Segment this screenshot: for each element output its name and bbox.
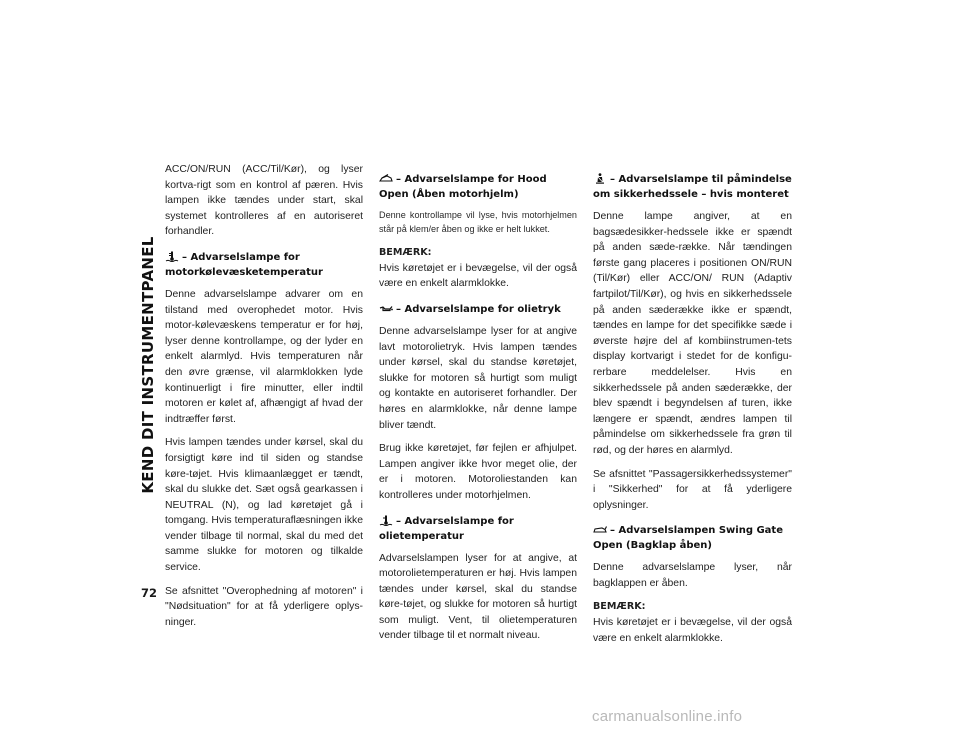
note-label-swing-gate: BEMÆRK:	[593, 601, 646, 613]
heading-oil-temperature	[379, 514, 577, 544]
heading-oil-pressure-text: – Advarselslampe for olietryk	[396, 303, 561, 315]
coolant-paragraph-2: Hvis lampen tændes under kørsel, skal du forsigtigt køre ind til siden og standse køre-tøjet. Hvis klimaanlægget er tændt, skal du slukke det. Sæt også gearkassen i NEUTRAL (N), og lad køretøjet gå i tomgang. Hvis temperaturaflæsningen ikke vender tilbage til normal, skal du med det samme slukke for motoren og tilkalde service.	[165, 437, 363, 574]
heading-hood-text: – Advarselslampe for Hood Open (Åben motorhjelm)	[379, 174, 547, 200]
oil-temperature-icon	[379, 515, 393, 526]
heading-hood-open	[379, 172, 577, 202]
note-label-hood: BEMÆRK:	[379, 247, 432, 259]
heading-swing-gate	[593, 523, 792, 553]
column-1	[165, 162, 363, 638]
heading-oil-temperature-text: – Advarselslampe for olietemperatur	[379, 515, 514, 542]
coolant-paragraph-3: Se afsnittet "Overophedning af motoren" i "Nødsituation" for at få yderligere oplys-ninger.	[165, 585, 363, 628]
column-3	[593, 162, 792, 654]
heading-coolant-temperature	[165, 250, 363, 280]
heading-coolant-text: – Advarselslampe for motorkølevæsketemperatur	[165, 251, 323, 278]
coolant-temperature-icon	[165, 251, 179, 262]
page-number: 72	[141, 586, 158, 600]
swing-gate-open-icon	[593, 524, 607, 535]
heading-oil-pressure	[379, 302, 577, 317]
column-2	[379, 162, 577, 652]
oil-temperature-paragraph: Advarselslampen lyser for at angive, at motorolietemperaturen er høj. Hvis lampen tændes under kørsel, skal du standse køre-tøjet, og slukke for motoren så hurtigt som muligt. Vent, til olietemperaturen vender tilbage til et normalt niveau.	[379, 552, 577, 642]
chapter-title: KEND DIT INSTRUMENTPANEL	[139, 236, 157, 494]
oil-pressure-paragraph-2: Brug ikke køretøjet, før fejlen er afhjulpet. Lampen angiver ikke hvor meget olie, der er i motoren. Motoroliestanden kan kontrolleres under motorhjelmen.	[379, 443, 577, 501]
intro-paragraph: ACC/ON/RUN (ACC/Til/Kør), og lyser kortva-rigt som en kontrol af pæren. Hvis lampen ikke tændes under start, skal systemet kontrolleres af en autoriseret forhandler.	[165, 164, 363, 238]
chapter-side-tab	[138, 172, 158, 558]
seatbelt-paragraph-2: Se afsnittet "Passagersikkerhedssystemer" i "Sikkerhed" for at få yderligere oplysninger.	[593, 468, 792, 511]
note-text-swing-gate: Hvis køretøjet er i bevægelse, vil der også være en enkelt alarmklokke.	[593, 617, 792, 644]
hood-description: Denne kontrollampe vil lyse, hvis motorhjelmen står på klem/er åben og ikke er helt lukket.	[379, 210, 577, 234]
seatbelt-paragraph-1: Denne lampe angiver, at en bagsædesikker-hedssele ikke er spændt på anden sæde-række. Når tændingen første gang placeres i positionen ON/RUN (Til/Kør) eller ACC/ON/ RUN (Adaptiv fartpilot/Til/Kør), og hvis en sikkerhedssele på anden sæderække ikke er spændt, tændes en lampe for det specifikke sæde i øverste højre del af kombiinstrumen-tets display kortvarigt i stedet for de konfigu-rerbare meddelelser. Hvis en sikkerhedssele på anden sæderække, der blev spændt i begyndelsen af turen, ikke længere er spændt, ændres lampen til påmindelse om sikkerhedssele fra grøn til rød, og der høres en alarmlyd.	[593, 211, 792, 456]
note-text-hood: Hvis køretøjet er i bevægelse, vil der også være en enkelt alarmklokke.	[379, 262, 577, 290]
coolant-paragraph-1: Denne advarselslampe advarer om en tilstand med overophedet motor. Hvis motor-kølevæskens temperatur er for høj, lyser denne kontrollampe, og der lyder en enkelt alarmlyd. Hvis temperaturen når den øvre grænse, vil alarmklokken lyde kontinuerligt i fire minutter, eller indtil motoren er kølet af, afhængigt af hvad der indtræffer først.	[165, 288, 363, 425]
oil-pressure-icon	[379, 303, 393, 314]
oil-pressure-paragraph-1: Denne advarselslampe lyser for at angive lavt motorolietryk. Hvis lampen tændes under kørsel, skal du standse køretøjet, slukke for motoren så hurtigt som muligt og kontakte en autoriseret forhandler. Der høres en alarmklokke, når denne lampe bliver tændt.	[379, 325, 577, 431]
heading-seatbelt-reminder	[593, 172, 792, 202]
watermark: carmanualsonline.info	[592, 708, 743, 725]
seatbelt-reminder-icon	[593, 173, 607, 184]
heading-seatbelt-text: – Advarselslampe til påmindelse om sikkerhedssele – hvis monteret	[593, 174, 792, 200]
swing-gate-paragraph: Denne advarselslampe lyser, når bagklappen er åben.	[593, 562, 792, 589]
heading-swing-gate-text: – Advarselslampen Swing Gate Open (Bagklap åben)	[593, 525, 783, 552]
hood-open-icon	[379, 173, 393, 184]
